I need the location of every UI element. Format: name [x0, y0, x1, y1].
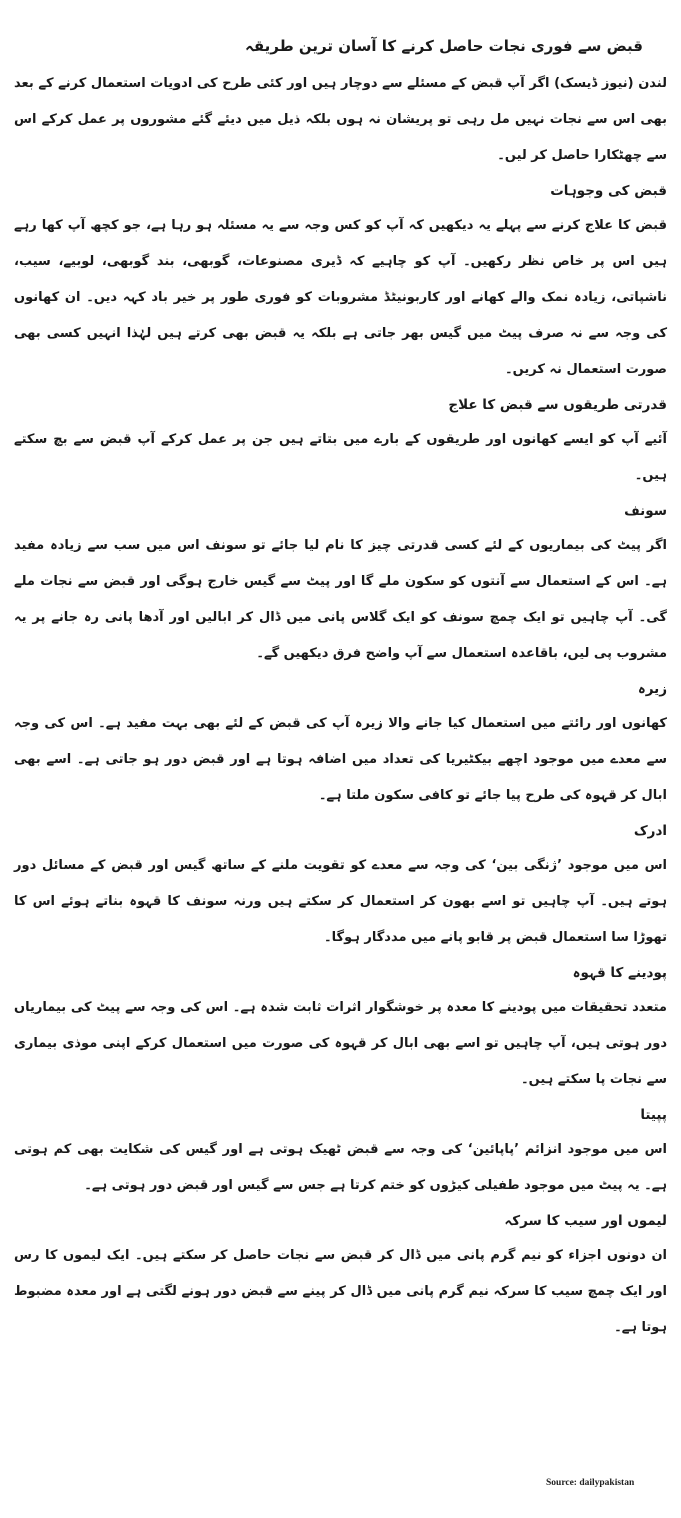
article-sections	[14, 174, 667, 1346]
section-paragraph: آئیے آپ کو ایسے کھانوں اور طریقوں کے بارے میں بتاتے ہیں جن پر عمل کرکے آپ قبض سے بچ سکتے ہیں۔	[14, 432, 667, 483]
section-paragraph: کھانوں اور رائتے میں استعمال کیا جانے والا زیرہ آپ کی قبض کے لئے بھی بہت مفید ہے۔ اس کی وجہ سے معدے میں موجود اچھے بیکٹیریا کی تعداد میں اضافہ ہوتا ہے اور قبض دور ہو جاتی ہے۔ اسے بھی ابال کر قہوہ کی طرح پیا جائے تو کافی سکون ملتا ہے۔	[14, 716, 667, 803]
section-paragraph: ان دونوں اجزاء کو نیم گرم پانی میں ڈال کر قبض سے نجات حاصل کر سکتے ہیں۔ ایک لیموں کا رس اور ایک چمچ سیب کا سرکہ نیم گرم پانی میں ڈال کر پینے سے قبض دور ہونے لگتی ہے اور معدہ مضبوط ہوتا ہے۔	[14, 1248, 667, 1335]
section-paragraph: اگر پیٹ کی بیماریوں کے لئے کسی قدرتی چیز کا نام لیا جائے تو سونف اس میں سب سے زیادہ مفید ہے۔ اس کے استعمال سے آنتوں کو سکون ملے گا اور پیٹ سے گیس خارج ہوگی اور قبض سے نجات ملے گی۔ آپ چاہیں تو ایک چمچ سونف کو ایک گلاس پانی میں ڈال کر ابالیں اور آدھا پانی رہ جانے پر یہ مشروب پی لیں، باقاعدہ استعمال سے آپ واضح فرق دیکھیں گے۔	[14, 538, 667, 661]
section-paragraph: قبض کا علاج کرنے سے پہلے یہ دیکھیں کہ آپ کو کس وجہ سے یہ مسئلہ ہو رہا ہے، جو کچھ آپ کھا رہے ہیں اس پر خاص نظر رکھیں۔ آپ کو چاہیے کہ ڈیری مصنوعات، گوبھی، بند گوبھی، لوبیے، سیب، ناشپاتی، زیادہ نمک والے کھانے اور کاربونیٹڈ مشروبات کو فوری طور پر خیر باد کہہ دیں۔ ان کھانوں کی وجہ سے نہ صرف پیٹ میں گیس بھر جاتی ہے بلکہ یہ قبض بھی کرتے ہیں لہٰذا انہیں کسی بھی صورت استعمال نہ کریں۔	[14, 218, 667, 377]
section-heading: زیرہ	[637, 681, 667, 697]
section-heading: ادرک	[633, 823, 667, 839]
source-credit: Source: dailypakistan	[546, 1478, 635, 1488]
section-heading: قبض کی وجوہات	[550, 183, 667, 199]
article-title: قبض سے فوری نجات حاصل کرنے کا آسان ترین طریقہ	[245, 37, 643, 55]
section-paragraph: اس میں موجود ’ژنگی بین‘ کی وجہ سے معدے کو تقویت ملنے کے ساتھ گیس اور قبض کے مسائل دور ہوتے ہیں۔ آپ چاہیں تو اسے بھون کر استعمال کر سکتے ہیں ورنہ سونف کا قہوہ بناتے ہوئے اس کا تھوڑا سا استعمال قبض پر قابو پانے میں مددگار ہوگا۔	[14, 858, 667, 945]
section-heading: پپیتا	[640, 1107, 667, 1123]
section-heading: قدرتی طریقوں سے قبض کا علاج	[448, 397, 667, 413]
section-heading: پودینے کا قہوہ	[572, 965, 667, 981]
section-heading: سونف	[624, 503, 667, 519]
intro-paragraph: لندن (نیوز ڈیسک) اگر آپ قبض کے مسئلے سے دوچار ہیں اور کئی طرح کی ادویات استعمال کرنے کے بعد بھی اس سے نجات نہیں مل رہی تو پریشان نہ ہوں بلکہ ذیل میں دیئے گئے مشوروں پر عمل کرکے اس سے چھٹکارا حاصل کر لیں۔	[14, 76, 667, 163]
section-paragraph: متعدد تحقیقات میں پودینے کا معدہ پر خوشگوار اثرات ثابت شدہ ہے۔ اس کی وجہ سے پیٹ کی بیماریاں دور ہوتی ہیں، آپ چاہیں تو اسے بھی ابال کر قہوہ کی صورت میں استعمال کرکے اپنی موذی بیماری سے نجات پا سکتے ہیں۔	[14, 1000, 667, 1087]
section-paragraph: اس میں موجود انزائم ’پاپائین‘ کی وجہ سے قبض ٹھیک ہوتی ہے اور گیس کی شکایت بھی کم ہوتی ہے۔ یہ پیٹ میں موجود طفیلی کیڑوں کو ختم کرتا ہے جس سے گیس اور قبض دور ہوتی ہے۔	[14, 1142, 667, 1193]
section-heading: لیموں اور سیب کا سرکہ	[504, 1213, 667, 1229]
